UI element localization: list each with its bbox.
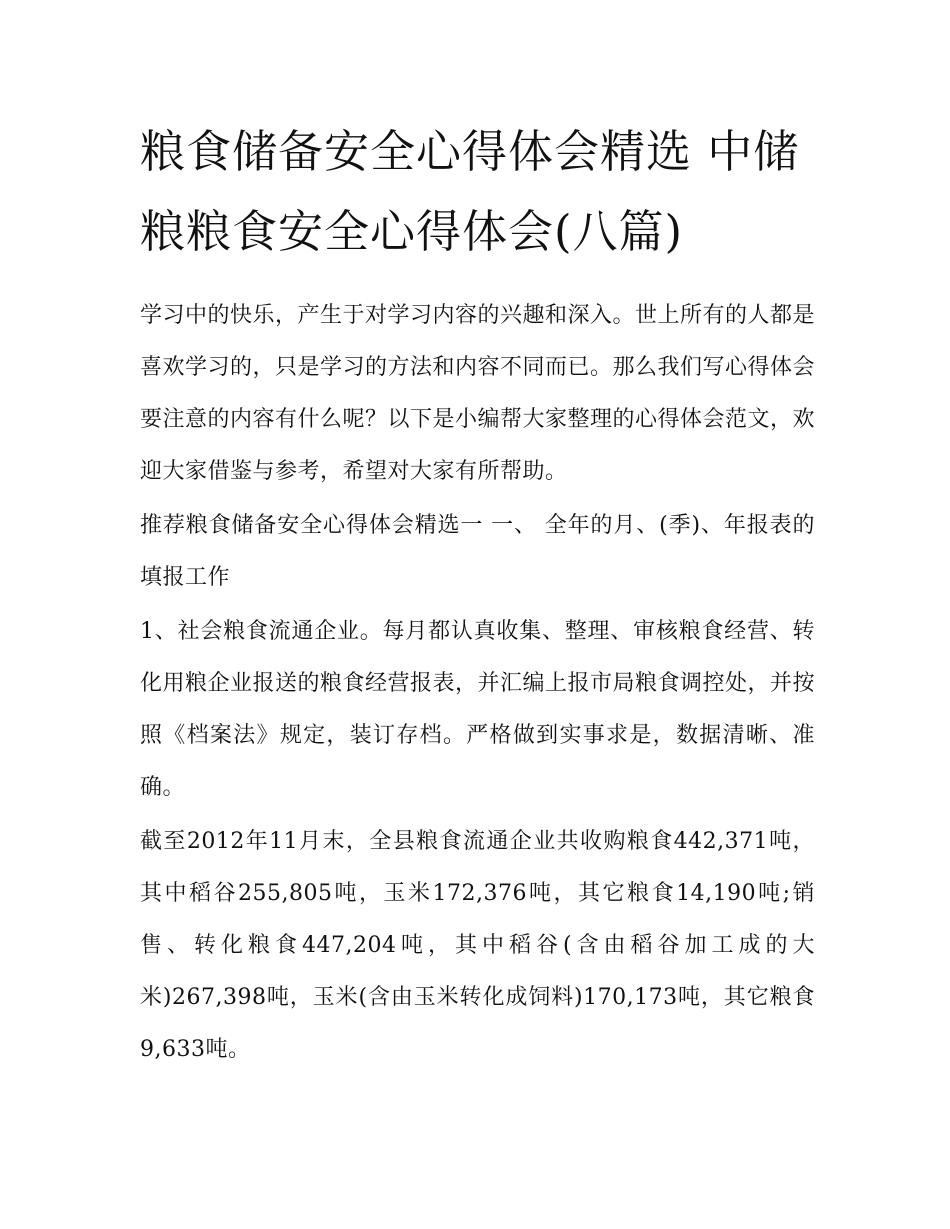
body-paragraph: 1、社会粮食流通企业。每月都认真收集、整理、审核粮食经营、转化用粮企业报送的粮食经营报表，并汇编上报市局粮食调控处，并按照《档案法》规定，装订存档。严格做到实事求是，数据清晰、准确。 xyxy=(140,619,816,800)
document-title: 粮食储备安全心得体会精选 中储粮粮食安全心得体会(八篇) xyxy=(140,125,800,258)
section-heading-paragraph: 推荐粮食储备安全心得体会精选一 一、 全年的月、(季)、年报表的填报工作 xyxy=(140,513,815,590)
document-page xyxy=(140,112,815,1078)
intro-paragraph: 学习中的快乐，产生于对学习内容的兴趣和深入。世上所有的人都是喜欢学习的，只是学习的方法和内容不同而已。那么我们写心得体会要注意的内容有什么呢？以下是小编帮大家整理的心得体会范文，欢迎大家借鉴与参考，希望对大家有所帮助。 xyxy=(140,303,816,484)
statistics-paragraph: 截至2012年11月末，全县粮食流通企业共收购粮食442,371吨，其中稻谷255,805吨，玉米172,376吨，其它粮食14,190吨;销售、转化粮食447,204吨，其中稻谷(含由稻谷加工成的大米)267,398吨，玉米(含由玉米转化成饲料)170,173吨，其它粮食9,633吨。 xyxy=(140,829,815,1062)
